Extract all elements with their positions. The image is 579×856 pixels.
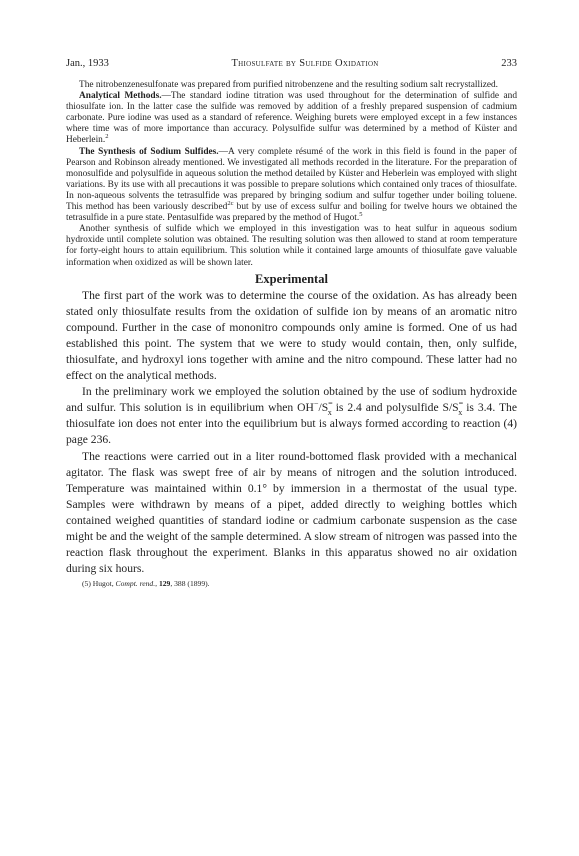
analytical-methods-heading: Analytical Methods. [79, 91, 162, 102]
running-title: Thiosulfate by Sulfide Oxidation [231, 58, 379, 69]
preliminary-text-b: /S [318, 401, 329, 415]
paragraph-course-of-oxidation: The first part of the work was to determine the course of the oxidation. As has already been stated only thiosulfate results from the oxidation of sulfide ion by means of an aromatic nitro compound. Further in the case of mononitro compounds only amine is formed. One of us had established this point. The system that we were to study would contain, then, only sulfide, thiosulfate, and hydroxyl ions together with amine and the nitro compound. These latter had no effect on the analytical methods. [66, 288, 517, 383]
footnote-ref: 2 [105, 133, 109, 141]
preliminary-text-a: In the preliminary work we employed the solution obtained by the use of sodium hydroxide and sulfur. This solution is in equilibrium when OH [66, 385, 517, 415]
footnote-label: (5) Hugot, [82, 579, 116, 589]
footnote [66, 579, 517, 588]
paragraph-nitrobenzenesulfonate: The nitrobenzenesulfonate was prepared from purified nitrobenzene and the resulting sodium salt recrystallized. [79, 80, 499, 90]
paragraph-reactions: The reactions were carried out in a liter round-bottomed flask provided with a mechanical agitator. The flask was swept free of air by means of nitrogen and the solution introduced. Temperature was maintained within 0.1° by immersion in a thermostat of the usual type. Samples were withdrawn by means of a pipet, added directly to weighing bottles which contained weighed quantities of standard iodine or cadmium carbonate suspension as the case might be and the weight of the sample determined. A slow stream of nitrogen was passed into the reaction flask throughout the experiment. Blanks in this apparatus showed no air oxidation during six hours. [66, 449, 517, 576]
analytical-methods-body: —The standard iodine titration was used throughout for the determination of sulfide and thiosulfate ion. In the latter case the sulfide was removed by addition of a freshly prepared suspension of cadmium carbonate. Pure iodine was used as a standard of reference. Weighing burets were employed except in a few instances where time was of more importance than accuracy. Polysulfide sulfur was determined by a method of Küster and Heberlein. [66, 91, 517, 146]
section-title-experimental: Experimental [255, 271, 328, 286]
superscript: − [313, 399, 319, 409]
footnote-journal: Compt. rend. [115, 579, 156, 589]
experimental-section [66, 288, 517, 578]
page-number: 233 [501, 58, 517, 69]
synthesis-body-b: but by use of excess sulfur and boiling for twelve hours we obtained the tetrasulfide in a pure state. Pentasulfide was prepared by the method of Hugot. [66, 202, 517, 224]
preliminary-text-c: is 2.4 and polysulfide S/S [331, 401, 459, 415]
footnote-rest: , 388 (1899). [170, 579, 210, 589]
page-header [66, 58, 517, 69]
superscript: = [328, 399, 333, 409]
synthesis-body-a: —A very complete résumé of the work in this field is found in the paper of Pearson and Robinson already mentioned. We investigated all methods recorded in the literature. For the preparation of monosulfide and polysulfide in aqueous solution the method detailed by Küster and Heberlein was employed with slight variations. By its use with all precautions it was possible to prepare solutions which contained only traces of thiosulfate. In non-aqueous solvents the tetrasulfide was prepared by bringing sodium and sulfur together under boiling toluene. This method has been variously described [66, 146, 518, 213]
header-date: Jan., 1933 [66, 58, 109, 69]
footnote-separator: , [155, 579, 159, 589]
paragraph-analytical-methods [66, 91, 517, 146]
subscript: x [327, 407, 332, 417]
subscript: x [458, 407, 463, 417]
footnote-ref: 5 [359, 211, 363, 219]
paragraph-synthesis [66, 147, 517, 225]
paragraph-preliminary-work [66, 384, 517, 448]
footnote-volume: 129 [158, 579, 171, 589]
preliminary-text-d: is 3.4. The thiosulfate ion does not enter into the equilibrium but is always formed according to reaction (4) page 236. [66, 401, 517, 447]
small-print-section [66, 80, 517, 269]
footnote-ref: 2c [227, 199, 234, 207]
paragraph-another-synthesis: Another synthesis of sulfide which we employed in this investigation was to heat sulfur in aqueous sodium hydroxide until complete solution was obtained. The resulting solution was then allowed to stand at room temperature for forty-eight hours to attain equilibrium. This solution while it contained large amounts of thiosulfate gave valuable information when oxidized as will be shown later. [66, 224, 517, 268]
synthesis-heading: The Synthesis of Sodium Sulfides. [79, 146, 219, 157]
superscript: = [458, 399, 464, 409]
